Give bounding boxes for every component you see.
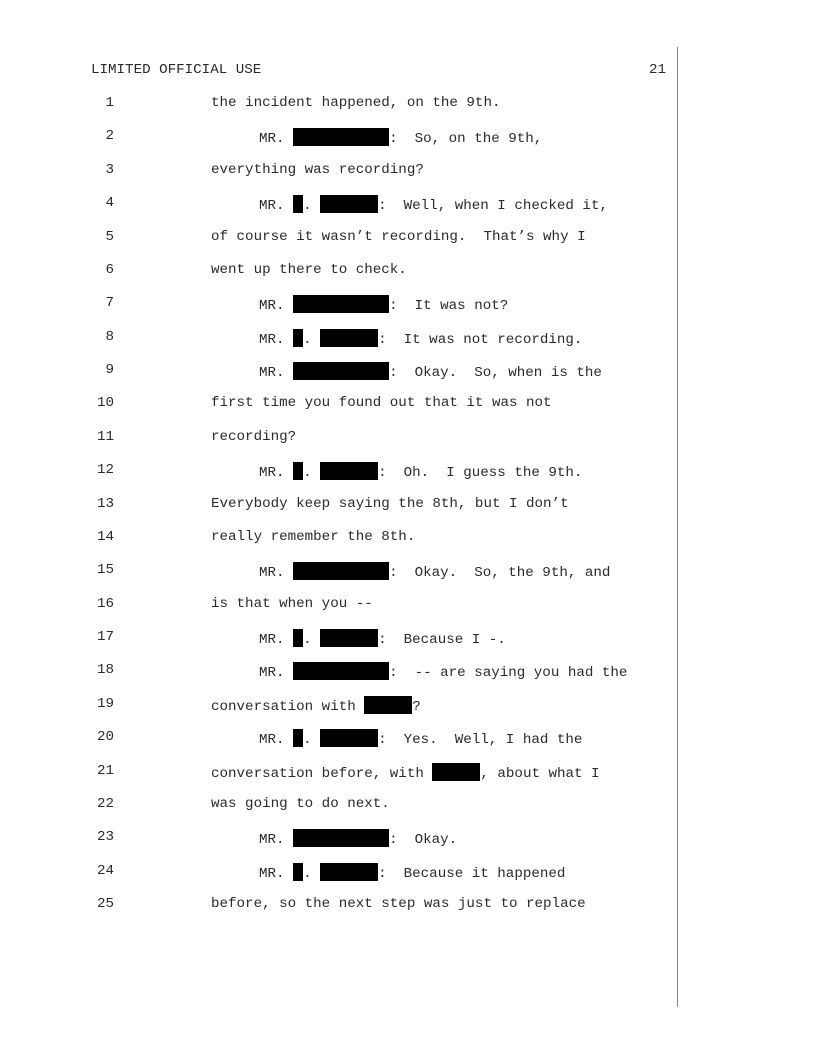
- transcript-line: [0, 863, 816, 883]
- line-number: 9: [105, 362, 114, 378]
- text-segment: : Okay.: [389, 832, 458, 849]
- redaction-block: [320, 462, 378, 480]
- line-text: [211, 763, 600, 782]
- text-segment: : Because it happened: [378, 865, 566, 882]
- text-segment: really remember the 8th.: [211, 528, 416, 545]
- classification-header: LIMITED OFFICIAL USE: [91, 62, 262, 78]
- line-text: [259, 128, 542, 147]
- text-segment: MR.: [259, 665, 294, 682]
- redaction-block: [432, 763, 480, 781]
- transcript-line: [0, 95, 816, 115]
- redaction-block: [293, 629, 303, 647]
- text-segment: was going to do next.: [211, 795, 390, 812]
- text-segment: : Because I -.: [378, 632, 506, 648]
- redaction-block: [364, 696, 412, 714]
- line-text: [259, 662, 627, 681]
- text-segment: MR.: [259, 832, 294, 849]
- text-segment: : Well, when I checked it,: [378, 198, 608, 215]
- redaction-block: [320, 629, 378, 647]
- line-text: [211, 796, 390, 812]
- transcript-line: [0, 462, 816, 482]
- redaction-block: [293, 562, 389, 580]
- line-text: [211, 696, 421, 715]
- transcript-line: [0, 562, 816, 582]
- transcript-line: [0, 596, 816, 616]
- line-number: 24: [96, 862, 114, 879]
- line-text: [259, 362, 602, 381]
- text-segment: the incident happened, on the 9th.: [211, 95, 501, 111]
- text-segment: MR.: [259, 365, 294, 381]
- line-text: [259, 462, 582, 481]
- line-number: 21: [96, 762, 114, 779]
- line-number: 15: [96, 562, 114, 579]
- text-segment: first time you found out that it was not: [211, 395, 552, 412]
- transcript-line: [0, 629, 816, 649]
- text-segment: : Okay. So, when is the: [389, 365, 602, 381]
- line-text: [211, 496, 569, 512]
- line-number: 12: [96, 462, 114, 479]
- line-number: 25: [96, 896, 114, 912]
- line-text: [259, 729, 582, 748]
- line-number: 13: [96, 495, 114, 512]
- line-text: [259, 863, 565, 882]
- transcript-line: [0, 763, 816, 783]
- line-text: [211, 596, 373, 612]
- line-text: [259, 629, 506, 648]
- transcript-line: [0, 362, 816, 382]
- text-segment: .: [303, 732, 321, 749]
- text-segment: : So, on the 9th,: [389, 131, 543, 148]
- text-segment: : It was not recording.: [378, 331, 583, 348]
- text-segment: : Oh. I guess the 9th.: [378, 465, 583, 482]
- redaction-block: [293, 729, 303, 747]
- line-number: 6: [105, 261, 114, 278]
- transcript-line: [0, 829, 816, 849]
- transcript-line: [0, 229, 816, 249]
- line-number: 2: [105, 128, 114, 145]
- line-number: 19: [96, 695, 114, 712]
- line-text: [211, 95, 500, 111]
- transcript-line: [0, 796, 816, 816]
- text-segment: : It was not?: [389, 298, 509, 315]
- redaction-block: [320, 863, 378, 881]
- line-text: [211, 429, 296, 445]
- text-segment: MR.: [259, 565, 294, 582]
- text-segment: .: [303, 331, 321, 348]
- text-segment: of course it wasn’t recording. That’s why I: [211, 228, 586, 245]
- line-number: 4: [105, 195, 114, 212]
- redaction-block: [293, 462, 303, 480]
- redaction-block: [293, 128, 389, 146]
- page-number: 21: [648, 62, 666, 78]
- transcript-line: [0, 195, 816, 215]
- redaction-block: [293, 362, 389, 380]
- transcript-line: [0, 429, 816, 449]
- transcript-line: [0, 662, 816, 682]
- transcript-line: [0, 162, 816, 182]
- redaction-block: [293, 295, 389, 313]
- text-segment: MR.: [259, 131, 294, 148]
- redaction-block: [320, 329, 378, 347]
- text-segment: .: [303, 632, 321, 648]
- transcript-line: [0, 729, 816, 749]
- redaction-block: [320, 729, 378, 747]
- redaction-block: [293, 829, 389, 847]
- line-number: 1: [105, 95, 114, 111]
- line-number: 22: [96, 795, 114, 812]
- text-segment: .: [303, 865, 321, 882]
- text-segment: MR.: [259, 865, 294, 882]
- line-number: 14: [96, 528, 114, 545]
- text-segment: MR.: [259, 465, 294, 482]
- text-segment: MR.: [259, 331, 294, 348]
- transcript-line: [0, 529, 816, 549]
- line-text: [211, 262, 407, 278]
- redaction-block: [293, 863, 303, 881]
- transcript-line: [0, 329, 816, 349]
- line-number: 23: [96, 829, 114, 846]
- line-number: 11: [96, 428, 114, 445]
- line-text: [259, 195, 608, 214]
- line-number: 3: [105, 161, 114, 178]
- text-segment: conversation before, with: [211, 765, 433, 782]
- text-segment: ?: [412, 698, 421, 715]
- line-text: [211, 395, 552, 411]
- text-segment: .: [303, 465, 321, 482]
- line-number: 8: [105, 328, 114, 345]
- line-text: [211, 162, 424, 178]
- transcript-line: [0, 128, 816, 148]
- text-segment: : -- are saying you had the: [389, 665, 628, 682]
- text-segment: .: [303, 198, 321, 215]
- text-segment: is that when you --: [211, 595, 373, 612]
- line-number: 10: [96, 395, 114, 412]
- text-segment: Everybody keep saying the 8th, but I don’t: [211, 495, 569, 512]
- transcript-line: [0, 496, 816, 516]
- text-segment: MR.: [259, 298, 294, 315]
- transcript-line: [0, 696, 816, 716]
- line-number: 5: [105, 228, 114, 245]
- line-text: [259, 562, 610, 581]
- line-text: [211, 529, 415, 545]
- line-text: [259, 295, 508, 314]
- line-number: 18: [96, 662, 114, 679]
- text-segment: everything was recording?: [211, 161, 424, 178]
- transcript-line: [0, 395, 816, 415]
- text-segment: MR.: [259, 732, 294, 749]
- text-segment: , about what I: [480, 765, 600, 782]
- transcript-line: [0, 896, 816, 916]
- text-segment: MR.: [259, 198, 294, 215]
- line-number: 7: [105, 295, 114, 312]
- text-segment: recording?: [211, 428, 297, 445]
- text-segment: conversation with: [211, 698, 365, 715]
- redaction-block: [293, 662, 389, 680]
- text-segment: went up there to check.: [211, 261, 407, 278]
- line-number: 20: [96, 729, 114, 746]
- text-segment: : Okay. So, the 9th, and: [389, 565, 611, 582]
- redaction-block: [293, 329, 303, 347]
- line-text: [259, 829, 457, 848]
- line-text: [211, 896, 586, 912]
- line-text: [211, 229, 586, 245]
- line-number: 17: [96, 629, 114, 645]
- transcript-line: [0, 295, 816, 315]
- transcript-line: [0, 262, 816, 282]
- text-segment: : Yes. Well, I had the: [378, 732, 583, 749]
- redaction-block: [293, 195, 303, 213]
- text-segment: MR.: [259, 632, 294, 648]
- redaction-block: [320, 195, 378, 213]
- line-number: 16: [96, 595, 114, 612]
- line-text: [259, 329, 582, 348]
- text-segment: before, so the next step was just to replace: [211, 896, 586, 912]
